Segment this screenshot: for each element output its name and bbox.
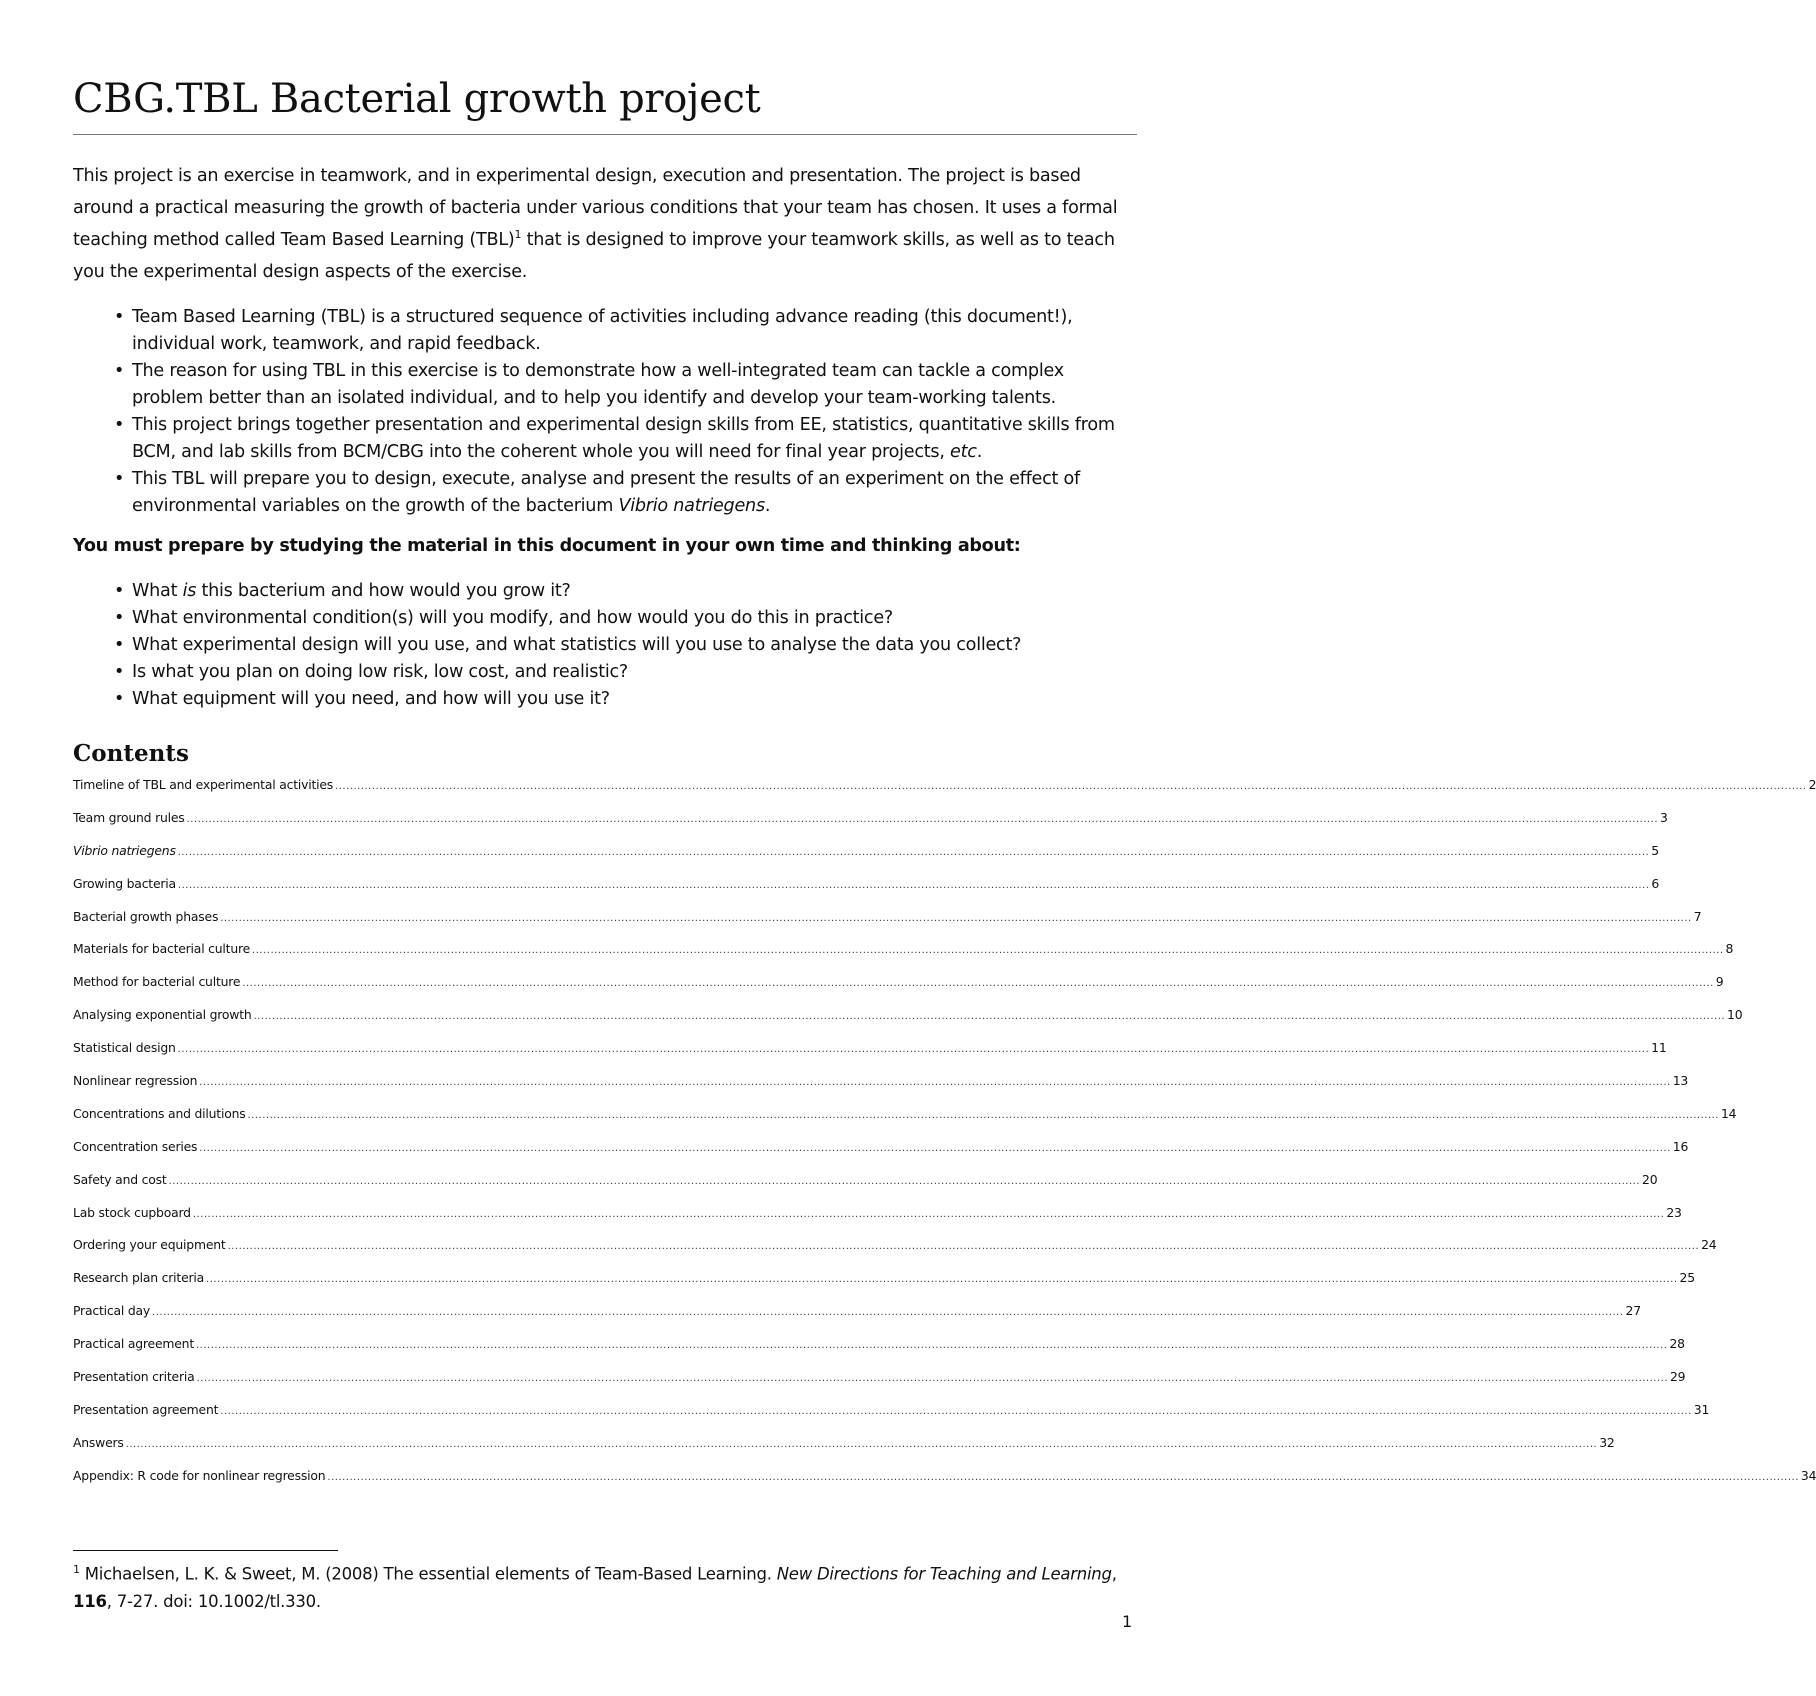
footnote-divider: [73, 1550, 338, 1551]
toc-entry-page: 34: [1800, 1467, 1816, 1483]
toc-entry[interactable]: [73, 875, 1660, 909]
toc-leader-dots: ................................................................................................................................................................................................................................................................................................................................................................................................................: [152, 1307, 1624, 1319]
toc-leader-dots: ................................................................................................................................................................................................................................................................................................................................................................................................................: [220, 1405, 1692, 1417]
toc-entry[interactable]: [73, 1336, 1685, 1369]
bullet-text-end: .: [976, 442, 983, 462]
toc-entry-label: Ordering your equipment: [73, 1237, 226, 1253]
toc-leader-dots: ................................................................................................................................................................................................................................................................................................................................................................................................................: [252, 945, 1724, 957]
bullet-icon: •: [114, 689, 125, 709]
toc-entry-label: Concentrations and dilutions: [73, 1105, 246, 1121]
toc-entry[interactable]: [73, 1401, 1710, 1435]
question-text-end: this bacterium and how would you grow it?: [196, 581, 571, 601]
toc-entry-label: Lab stock cupboard: [73, 1204, 191, 1220]
toc-leader-dots: ................................................................................................................................................................................................................................................................................................................................................................................................................: [125, 1438, 1598, 1450]
bullet-icon: •: [114, 635, 125, 655]
toc-entry-label: Analysing exponential growth: [73, 1007, 252, 1023]
list-item: [110, 686, 1110, 713]
bullet-icon: •: [114, 415, 125, 435]
bullet-emphasis: etc: [950, 442, 977, 462]
toc-entry[interactable]: [73, 1467, 1816, 1501]
bullet-icon: •: [114, 361, 125, 381]
toc-entry-page: 31: [1693, 1401, 1710, 1417]
toc-entry[interactable]: [73, 842, 1659, 876]
prepare-heading: You must prepare by studying the material in this document in your own time and thinking about:: [73, 536, 1021, 556]
toc-entry[interactable]: [73, 1040, 1667, 1073]
toc-entry[interactable]: [73, 1204, 1682, 1238]
footnote-journal: New Directions for Teaching and Learning: [776, 1564, 1112, 1584]
table-of-contents: [73, 777, 1816, 1501]
footnote-separator: ,: [1111, 1564, 1117, 1584]
toc-leader-dots: ................................................................................................................................................................................................................................................................................................................................................................................................................: [227, 1241, 1700, 1253]
bullet-icon: •: [114, 662, 125, 682]
toc-leader-dots: ................................................................................................................................................................................................................................................................................................................................................................................................................: [177, 879, 1650, 891]
intro-text-cont: that is designed to improve your teamwork skills, as well as to teach you the experimental design aspects of the exercise.: [73, 230, 1115, 282]
toc-entry[interactable]: [73, 908, 1702, 942]
toc-leader-dots: ................................................................................................................................................................................................................................................................................................................................................................................................................: [196, 1373, 1668, 1385]
toc-entry[interactable]: [73, 1434, 1615, 1468]
toc-entry[interactable]: [73, 777, 1816, 810]
toc-entry-label: Growing bacteria: [73, 875, 176, 891]
tbl-bullet-list: [110, 304, 1140, 520]
question-list: [110, 578, 1110, 713]
question-emphasis: is: [182, 581, 197, 601]
toc-entry-page: 23: [1666, 1204, 1682, 1220]
toc-entry[interactable]: [73, 1237, 1717, 1270]
toc-entry-page: 28: [1669, 1336, 1685, 1352]
toc-entry-page: 8: [1725, 941, 1734, 957]
toc-entry-label: Practical day: [73, 1303, 151, 1319]
toc-entry-label: Concentration series: [73, 1138, 198, 1154]
toc-entry-page: 3: [1660, 809, 1668, 825]
toc-entry-label: Bacterial growth phases: [73, 908, 219, 924]
bullet-text: This project brings together presentation and experimental design skills from EE, statistics, quantitative skills from BCM, and lab skills from BCM/CBG into the coherent whole you will need for final year projects,: [132, 415, 1115, 462]
question-text: What: [132, 581, 183, 601]
toc-leader-dots: ................................................................................................................................................................................................................................................................................................................................................................................................................: [335, 781, 1807, 792]
toc-entry-page: 24: [1701, 1237, 1717, 1253]
toc-entry[interactable]: [73, 974, 1724, 1007]
toc-entry[interactable]: [73, 809, 1668, 843]
toc-leader-dots: ................................................................................................................................................................................................................................................................................................................................................................................................................: [177, 1044, 1650, 1056]
toc-leader-dots: ................................................................................................................................................................................................................................................................................................................................................................................................................: [247, 1109, 1719, 1121]
list-item: [110, 304, 1140, 358]
list-item: [110, 358, 1140, 412]
toc-entry-label: Presentation agreement: [73, 1401, 219, 1417]
list-item: [110, 605, 1110, 632]
toc-entry-page: 20: [1642, 1171, 1658, 1187]
toc-entry-page: 25: [1679, 1270, 1695, 1286]
bullet-text: This TBL will prepare you to design, execute, analyse and present the results of an experiment on the effect of environmental variables on the growth of the bacterium: [132, 469, 1080, 516]
toc-entry-label: Practical agreement: [73, 1336, 194, 1352]
toc-entry-page: 32: [1599, 1434, 1615, 1450]
toc-entry-label: Method for bacterial culture: [73, 974, 241, 990]
toc-entry[interactable]: [73, 1369, 1686, 1402]
question-text: Is what you plan on doing low risk, low cost, and realistic?: [132, 662, 629, 682]
toc-entry[interactable]: [73, 1007, 1743, 1040]
toc-leader-dots: ................................................................................................................................................................................................................................................................................................................................................................................................................: [177, 846, 1650, 858]
toc-entry-page: 29: [1670, 1369, 1686, 1385]
list-item: [110, 659, 1110, 686]
toc-entry-label: Nonlinear regression: [73, 1073, 198, 1089]
intro-paragraph: [73, 160, 1137, 288]
toc-entry[interactable]: [73, 1073, 1689, 1106]
toc-leader-dots: ................................................................................................................................................................................................................................................................................................................................................................................................................: [192, 1208, 1665, 1220]
toc-entry-page: 10: [1727, 1007, 1743, 1023]
toc-entry-label: Presentation criteria: [73, 1369, 195, 1385]
toc-entry-page: 14: [1720, 1105, 1737, 1121]
list-item: [110, 412, 1140, 466]
toc-entry[interactable]: [73, 1171, 1658, 1205]
toc-entry-label: Research plan criteria: [73, 1270, 205, 1286]
toc-entry-page: 11: [1651, 1040, 1667, 1056]
toc-entry-page: 16: [1672, 1138, 1689, 1154]
toc-entry[interactable]: [73, 941, 1734, 974]
bullet-text-end: .: [764, 496, 771, 516]
list-item: [110, 578, 1110, 605]
toc-entry-label: Vibrio natriegens: [73, 842, 176, 858]
toc-leader-dots: ................................................................................................................................................................................................................................................................................................................................................................................................................: [206, 1274, 1678, 1286]
toc-entry-page: 5: [1651, 842, 1659, 858]
question-text: What environmental condition(s) will you modify, and how would you do this in practice?: [132, 608, 894, 628]
toc-entry-label: Answers: [73, 1434, 124, 1450]
bullet-icon: •: [114, 469, 125, 489]
toc-entry-label: Materials for bacterial culture: [73, 941, 251, 957]
toc-entry-page: 7: [1693, 908, 1702, 924]
toc-entry-label: Appendix: R code for nonlinear regression: [73, 1467, 326, 1483]
bullet-icon: •: [114, 307, 125, 327]
toc-leader-dots: ................................................................................................................................................................................................................................................................................................................................................................................................................: [186, 813, 1659, 825]
toc-entry-label: Team ground rules: [73, 809, 185, 825]
intro-text: This project is an exercise in teamwork, and in experimental design, execution and presentation. The project is based around a practical measuring the growth of bacteria under various conditions that your team has chosen. It uses a formal teaching method called Team Based Learning (TBL): [73, 166, 1118, 250]
toc-entry[interactable]: [73, 1303, 1641, 1336]
footnote-ref[interactable]: 1: [514, 228, 522, 242]
bullet-emphasis: Vibrio natriegens: [618, 496, 765, 516]
toc-entry-page: 9: [1715, 974, 1724, 990]
question-text: What experimental design will you use, and what statistics will you use to analyse the data you collect?: [132, 635, 1022, 655]
toc-leader-dots: ................................................................................................................................................................................................................................................................................................................................................................................................................: [195, 1340, 1668, 1352]
list-item: [110, 632, 1110, 659]
toc-entry-page: 27: [1625, 1303, 1641, 1319]
toc-leader-dots: ................................................................................................................................................................................................................................................................................................................................................................................................................: [199, 1142, 1671, 1154]
toc-entry[interactable]: [73, 1138, 1689, 1172]
question-text: What equipment will you need, and how will you use it?: [132, 689, 610, 709]
toc-entry-page: 2: [1808, 777, 1816, 792]
toc-leader-dots: ................................................................................................................................................................................................................................................................................................................................................................................................................: [242, 978, 1714, 990]
bullet-text: The reason for using TBL in this exercise is to demonstrate how a well-integrated team can tackle a complex problem better than an isolated individual, and to help you identify and develop your team-working talents.: [132, 361, 1064, 408]
list-item: [110, 466, 1140, 520]
toc-entry-label: Safety and cost: [73, 1171, 167, 1187]
footnote: [73, 1556, 1137, 1615]
footnote-pages-doi: , 7-27. doi: 10.1002/tl.330.: [106, 1591, 321, 1611]
toc-leader-dots: ................................................................................................................................................................................................................................................................................................................................................................................................................: [199, 1077, 1671, 1089]
toc-entry-label: Statistical design: [73, 1040, 176, 1056]
footnote-citation: Michaelsen, L. K. & Sweet, M. (2008) The essential elements of Team-Based Learning.: [79, 1564, 777, 1584]
toc-entry[interactable]: [73, 1270, 1695, 1303]
bullet-icon: •: [114, 608, 125, 628]
bullet-icon: •: [114, 581, 125, 601]
footnote-number: 1: [73, 1563, 80, 1576]
toc-leader-dots: ................................................................................................................................................................................................................................................................................................................................................................................................................: [220, 912, 1692, 924]
toc-entry-page: 13: [1672, 1073, 1689, 1089]
bullet-text: Team Based Learning (TBL) is a structured sequence of activities including advance reading (this document!), individual work, teamwork, and rapid feedback.: [132, 307, 1073, 354]
toc-entry[interactable]: [73, 1105, 1737, 1139]
toc-entry-label: Timeline of TBL and experimental activities: [73, 777, 334, 792]
contents-heading: Contents: [73, 740, 189, 767]
toc-leader-dots: ................................................................................................................................................................................................................................................................................................................................................................................................................: [168, 1175, 1641, 1187]
toc-leader-dots: ................................................................................................................................................................................................................................................................................................................................................................................................................: [253, 1011, 1726, 1023]
footnote-volume: 116: [73, 1591, 107, 1611]
toc-leader-dots: ................................................................................................................................................................................................................................................................................................................................................................................................................: [327, 1471, 1799, 1483]
document-title: CBG.TBL Bacterial growth project: [73, 70, 1137, 135]
toc-entry-page: 6: [1651, 875, 1660, 891]
page-number: 1: [1122, 1612, 1133, 1631]
